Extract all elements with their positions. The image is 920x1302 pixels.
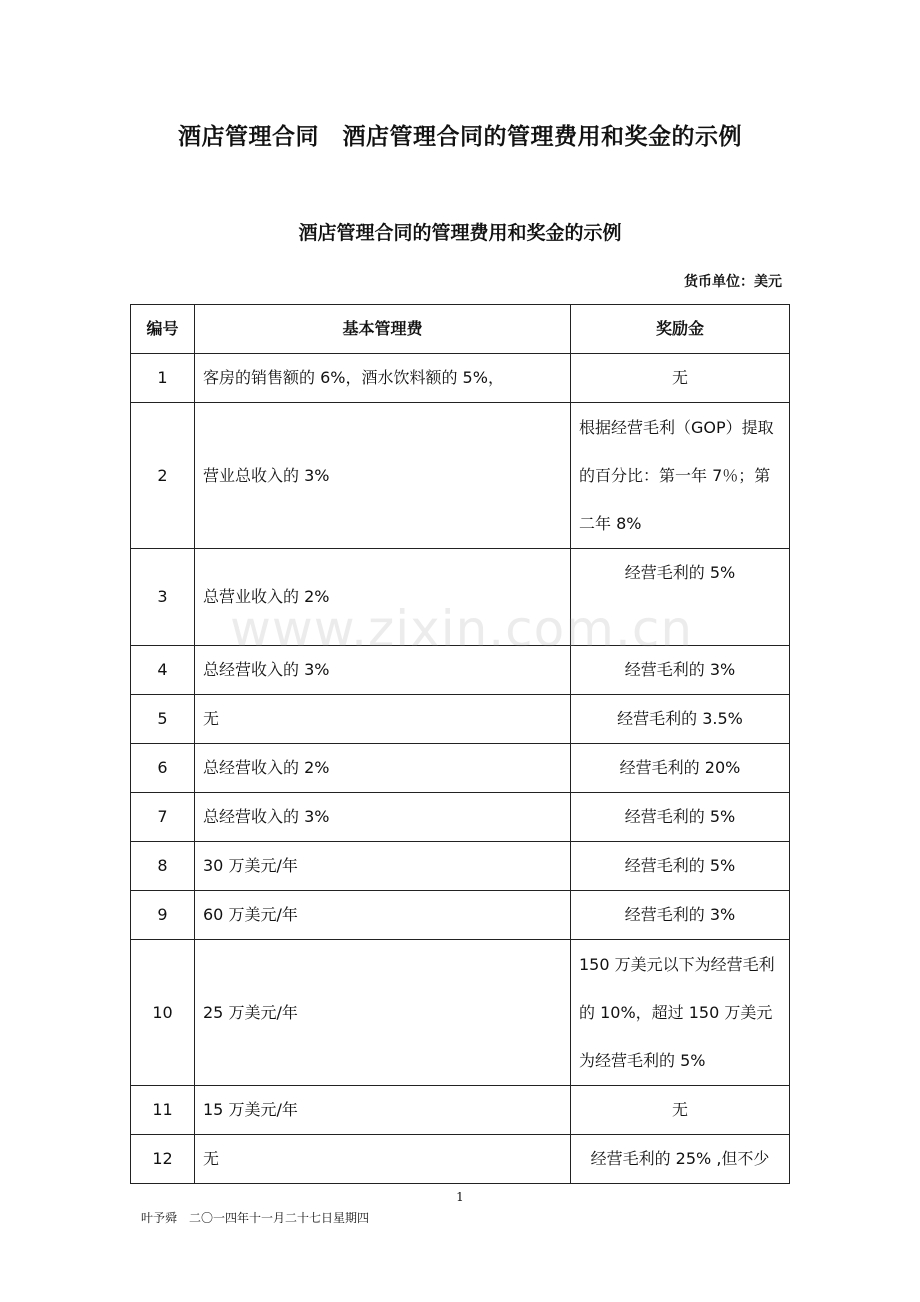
table-row (131, 646, 790, 695)
row-number: 1 (131, 354, 195, 403)
header-base-fee: 基本管理费 (195, 305, 571, 354)
header-number: 编号 (131, 305, 195, 354)
row-base-fee: 总经营收入的 3% (195, 793, 571, 842)
table-row (131, 403, 790, 549)
row-number: 11 (131, 1086, 195, 1135)
table-row (131, 1086, 790, 1135)
row-number: 6 (131, 744, 195, 793)
row-base-fee: 无 (195, 695, 571, 744)
table-row (131, 842, 790, 891)
row-base-fee: 总经营收入的 2% (195, 744, 571, 793)
currency-note: 货币单位：美元 (684, 274, 782, 290)
row-bonus: 150 万美元以下为经营毛利的 10%，超过 150 万美元为经营毛利的 5% (571, 940, 790, 1086)
row-base-fee: 15 万美元/年 (195, 1086, 571, 1135)
row-bonus: 经营毛利的 3.5% (571, 695, 790, 744)
table-row (131, 940, 790, 1086)
row-number: 4 (131, 646, 195, 695)
row-base-fee: 营业总收入的 3% (195, 403, 571, 549)
table-row (131, 744, 790, 793)
row-bonus: 经营毛利的 5% (571, 842, 790, 891)
page-number: 1 (456, 1190, 464, 1204)
row-bonus: 经营毛利的 20% (571, 744, 790, 793)
row-base-fee: 总营业收入的 2% (195, 549, 571, 646)
row-base-fee: 30 万美元/年 (195, 842, 571, 891)
row-bonus: 经营毛利的 3% (571, 891, 790, 940)
table-header-row (131, 305, 790, 354)
table-row (131, 695, 790, 744)
fee-table (130, 304, 790, 1184)
table-title: 酒店管理合同的管理费用和奖金的示例 (298, 222, 622, 244)
row-bonus: 无 (571, 354, 790, 403)
row-base-fee: 客房的销售额的 6%，酒水饮料额的 5%， (195, 354, 571, 403)
row-number: 10 (131, 940, 195, 1086)
row-bonus: 无 (571, 1086, 790, 1135)
row-bonus: 根据经营毛利（GOP）提取的百分比：第一年 7％；第二年 8% (571, 403, 790, 549)
row-base-fee: 25 万美元/年 (195, 940, 571, 1086)
row-base-fee: 无 (195, 1135, 571, 1184)
row-bonus: 经营毛利的 3% (571, 646, 790, 695)
row-number: 12 (131, 1135, 195, 1184)
header-bonus: 奖励金 (571, 305, 790, 354)
table-row (131, 793, 790, 842)
row-bonus: 经营毛利的 25% ,但不少 (571, 1135, 790, 1184)
row-number: 2 (131, 403, 195, 549)
row-number: 5 (131, 695, 195, 744)
row-base-fee: 总经营收入的 3% (195, 646, 571, 695)
row-number: 9 (131, 891, 195, 940)
footer-author-date: 叶予舜 二〇一四年十一月二十七日星期四 (141, 1211, 370, 1225)
page-title: 酒店管理合同 酒店管理合同的管理费用和奖金的示例 (178, 124, 742, 150)
row-bonus: 经营毛利的 5% (571, 793, 790, 842)
table-row (131, 1135, 790, 1184)
table-row (131, 354, 790, 403)
row-number: 7 (131, 793, 195, 842)
row-bonus: 经营毛利的 5% (571, 549, 790, 646)
table-row (131, 549, 790, 646)
watermark: www.zixin.com.cn (230, 600, 694, 658)
row-number: 8 (131, 842, 195, 891)
row-number: 3 (131, 549, 195, 646)
table-row (131, 891, 790, 940)
row-base-fee: 60 万美元/年 (195, 891, 571, 940)
